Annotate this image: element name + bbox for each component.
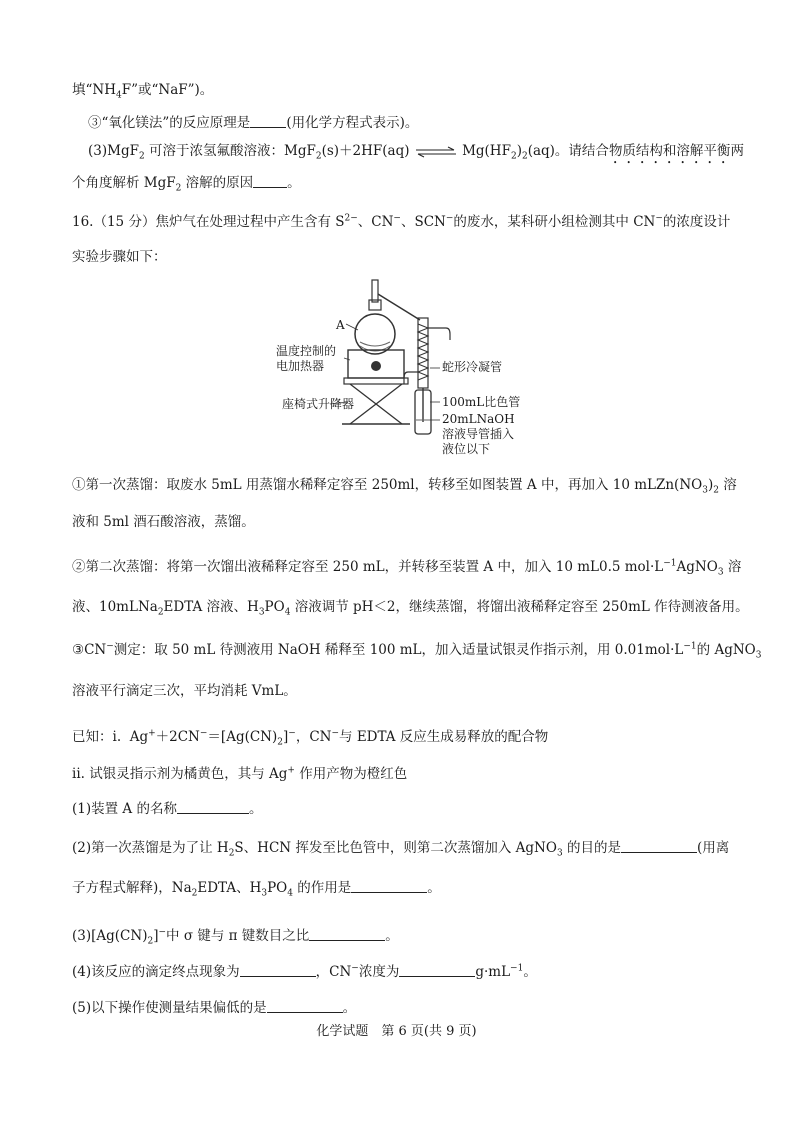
text-line-12: 溶液平行滴定三次，平均消耗 VmL。 (72, 683, 297, 699)
text-line-4: 个角度解析 MgF$_2$ 溶解的原因 。 (72, 175, 301, 194)
text-line-14: ii. 试银灵指示剂为橘黄色，其与 Ag+ 作用产物为橙红色 (72, 765, 408, 782)
equilibrium-arrow-icon (414, 146, 458, 158)
text-line-8: 液和 5ml 酒石酸溶液，蒸馏。 (72, 514, 255, 530)
text-line-7: ①第一次蒸馏：取废水 5mL 用蒸馏水稀释定容至 250ml，转移至如图装置 A 中，再加入 10 $mLZn(NO_3)_2$ 溶 (72, 477, 737, 496)
text-line-18: $(3)[Ag(CN)_2]^-$中 σ 键与 π 键数目之比 。 (72, 927, 399, 947)
text-line-9: ②第二次蒸馏：将第一次馏出液稀释定容至 250 mL，并转移至装置 A 中，加入 10 mL0.5 $mol\cdot L^{-1}AgNO_3$ 溶 (72, 558, 742, 578)
text-line-19: (4)该反应的滴定终点现象为 ，CN−浓度为 $g\cdot mL^{-1}$。 (72, 963, 537, 980)
text-line-2: ③“氧化镁法”的反应原理是 (用化学方程式表示)。 (88, 115, 419, 131)
text-line-13: 已知：i. $Ag^++2CN^-=[Ag(CN)_2]^-$，CN−与 EDTA 反应生成易释放的配合物 (72, 728, 549, 748)
label-tube: 100mL比色管 (442, 395, 521, 409)
text-line-20: (5)以下操作使测量结果偏低的是 。 (72, 1000, 357, 1016)
label-condenser: 蛇形冷凝管 (442, 360, 503, 374)
label-naoh: 20mLNaOH 溶液导管插入 液位以下 (442, 412, 515, 456)
text-line-15: (1)装置 A 的名称 。 (72, 801, 263, 817)
text-line-16: (2)第一次蒸馏是为了让 $H_2S$、HCN 挥发至比色管中，则第二次蒸馏加入 AgNO$_3$ 的目的是 (用离 (72, 840, 730, 859)
page-footer: 化学试题 第 6 页(共 9 页) (316, 1024, 477, 1039)
label-heater: 温度控制的 电加热器 (276, 344, 337, 373)
text-line-1: 填“$NH_4F$”或“NaF”)。 (72, 82, 214, 101)
text-line-5: 16.（15 分）焦炉气在处理过程中产生含有 $S^{2-}$、CN−、SCN−的废水，某科研小组检测其中 CN−的浓度设计 (72, 213, 731, 230)
text-line-6: 实验步骤如下： (72, 249, 167, 265)
text-line-11: ③CN−测定：取 50 mL 待测液用 NaOH 稀释至 100 mL，加入适量试银灵作指示剂，用 $0.01mol\cdot L^{-1}$的 AgNO$_3$ (72, 641, 762, 661)
label-a: A (336, 318, 345, 332)
label-lift: 座椅式升降器 (282, 397, 355, 411)
text-line-3: (3)MgF$_2$ 可溶于浓氢氟酸溶液：MgF$_2$(s)＋2HF(aq) $Mg(HF_2)_2(aq)$。请结合物质结构和溶解平衡两 (88, 143, 744, 162)
text-line-10: 液、10mLNa$_2$EDTA 溶液、$H_3PO_4$ 溶液调节 pH＜2，继续蒸馏，将馏出液稀释定容至 250mL 作待测液备用。 (72, 599, 749, 618)
text-line-17: 子方程式解释)，$Na_2EDTA$、$H_3PO_4$ 的作用是 。 (72, 880, 441, 899)
